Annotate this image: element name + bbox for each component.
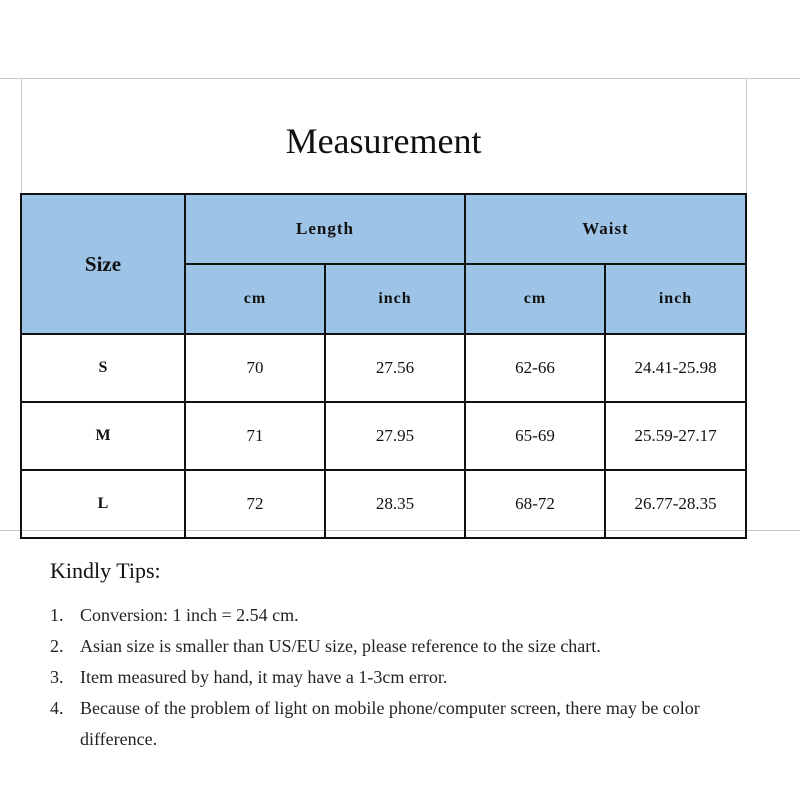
tip-number: 4. bbox=[50, 698, 64, 718]
length-cm-header: cm bbox=[185, 264, 325, 334]
list-item bbox=[50, 693, 780, 755]
tip-number: 2. bbox=[50, 636, 64, 656]
size-chart-table bbox=[20, 78, 747, 539]
table-row bbox=[21, 402, 746, 470]
tip-number: 1. bbox=[50, 605, 64, 625]
waist-inch-cell: 24.41-25.98 bbox=[605, 334, 746, 402]
waist-header: Waist bbox=[465, 194, 746, 264]
length-inch-header: inch bbox=[325, 264, 465, 334]
table-row bbox=[21, 470, 746, 538]
length-cm-cell: 70 bbox=[185, 334, 325, 402]
waist-cm-cell: 68-72 bbox=[465, 470, 605, 538]
length-inch-cell: 27.95 bbox=[325, 402, 465, 470]
group-header-row bbox=[21, 194, 746, 264]
list-item bbox=[50, 600, 780, 631]
table-title: Measurement bbox=[21, 79, 746, 195]
length-cm-cell: 71 bbox=[185, 402, 325, 470]
size-header: Size bbox=[21, 194, 185, 334]
tips-list bbox=[50, 600, 780, 755]
waist-cm-cell: 65-69 bbox=[465, 402, 605, 470]
length-inch-cell: 28.35 bbox=[325, 470, 465, 538]
tip-number: 3. bbox=[50, 667, 64, 687]
list-item bbox=[50, 662, 780, 693]
table-row bbox=[21, 334, 746, 402]
tip-text: Conversion: 1 inch = 2.54 cm. bbox=[80, 605, 299, 625]
tip-text: Because of the problem of light on mobile phone/computer screen, there may be color difference. bbox=[80, 698, 700, 749]
list-item bbox=[50, 631, 780, 662]
size-cell: M bbox=[21, 402, 185, 470]
length-cm-cell: 72 bbox=[185, 470, 325, 538]
size-cell: S bbox=[21, 334, 185, 402]
waist-inch-cell: 25.59-27.17 bbox=[605, 402, 746, 470]
tips-title: Kindly Tips: bbox=[50, 558, 161, 583]
title-row bbox=[21, 79, 746, 195]
waist-cm-cell: 62-66 bbox=[465, 334, 605, 402]
waist-cm-header: cm bbox=[465, 264, 605, 334]
length-inch-cell: 27.56 bbox=[325, 334, 465, 402]
tip-text: Item measured by hand, it may have a 1-3cm error. bbox=[80, 667, 448, 687]
tip-text: Asian size is smaller than US/EU size, please reference to the size chart. bbox=[80, 636, 601, 656]
waist-inch-cell: 26.77-28.35 bbox=[605, 470, 746, 538]
size-cell: L bbox=[21, 470, 185, 538]
kindly-tips bbox=[50, 558, 780, 755]
waist-inch-header: inch bbox=[605, 264, 746, 334]
length-header: Length bbox=[185, 194, 465, 264]
